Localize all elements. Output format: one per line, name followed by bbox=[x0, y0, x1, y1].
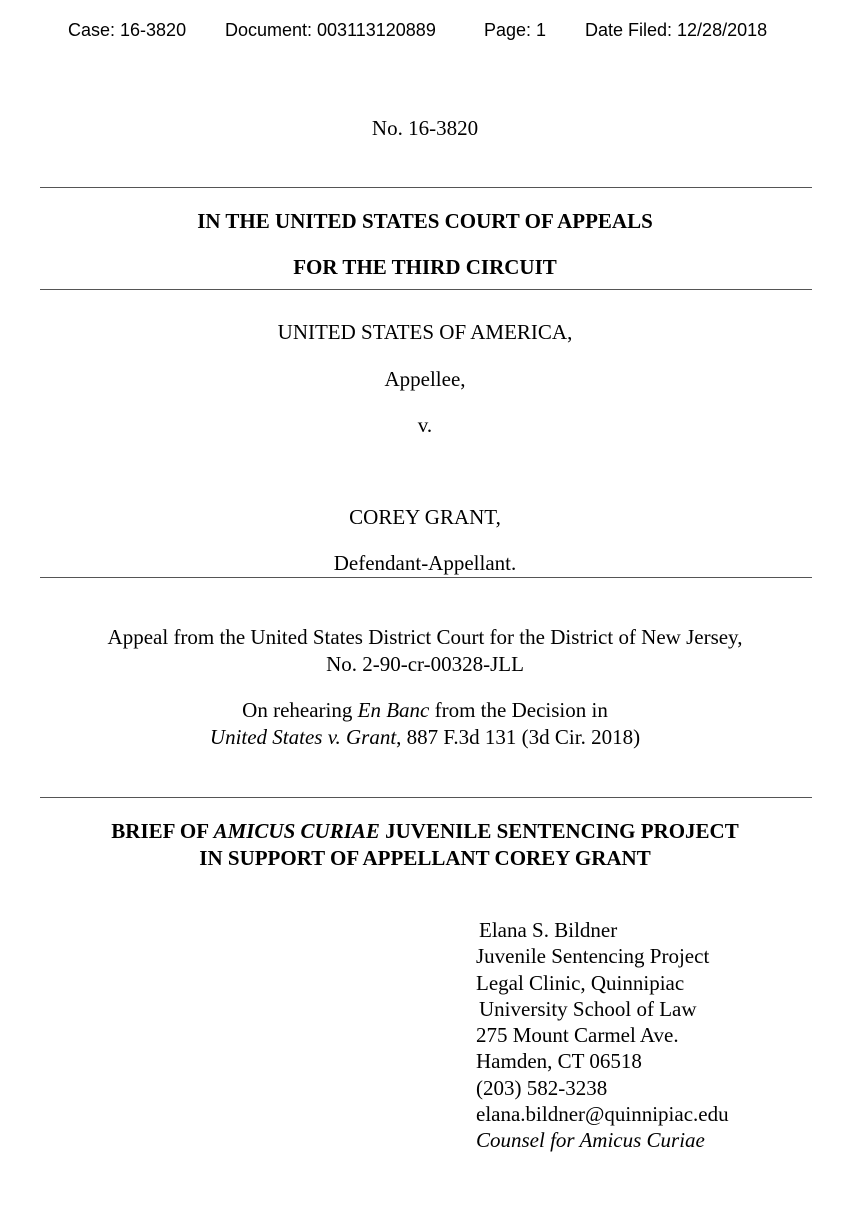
counsel-signature-block bbox=[476, 917, 729, 1154]
rehearing-en-banc: En Banc bbox=[357, 698, 430, 722]
counsel-email[interactable]: elana.bildner@quinnipiac.edu bbox=[476, 1102, 729, 1127]
rehearing-prefix: On rehearing bbox=[242, 698, 358, 722]
defendant-name: COREY GRANT, bbox=[349, 505, 501, 529]
counsel-role-text: Counsel for Amicus Curiae bbox=[476, 1128, 705, 1153]
counsel-city: Hamden, CT 06518 bbox=[476, 1049, 642, 1074]
counsel-phone: (203) 582-3238 bbox=[476, 1075, 608, 1100]
brief-title-amicus: AMICUS CURIAE bbox=[213, 819, 380, 843]
appeal-line2: No. 2-90-cr-00328-JLL bbox=[326, 652, 524, 676]
brief-title-line2: IN SUPPORT OF APPELLANT COREY GRANT bbox=[199, 846, 651, 870]
brief-title-prefix: BRIEF OF bbox=[111, 819, 214, 843]
brief-title-line1 bbox=[0, 819, 850, 844]
plaintiff-role: Appellee, bbox=[384, 367, 466, 391]
divider-parties bbox=[40, 577, 812, 578]
counsel-role bbox=[476, 1127, 729, 1153]
counsel-street: 275 Mount Carmel Ave. bbox=[476, 1023, 679, 1048]
header-page: Page: 1 bbox=[484, 20, 547, 40]
rehearing-suffix: from the Decision in bbox=[429, 698, 608, 722]
decision-case-name: United States v. Grant bbox=[209, 725, 397, 749]
versus: v. bbox=[417, 413, 433, 437]
divider-top bbox=[40, 187, 812, 188]
header-date-filed: Date Filed: 12/28/2018 bbox=[585, 20, 768, 40]
rehearing-line1 bbox=[0, 698, 850, 723]
counsel-org-line3: University School of Law bbox=[479, 996, 697, 1021]
decision-citation: , 887 F.3d 131 (3d Cir. 2018) bbox=[396, 725, 641, 749]
court-name-line1: IN THE UNITED STATES COURT OF APPEALS bbox=[197, 209, 653, 233]
defendant-role: Defendant-Appellant. bbox=[333, 551, 517, 575]
brief-title-suffix: JUVENILE SENTENCING PROJECT bbox=[379, 819, 739, 843]
counsel-name: Elana S. Bildner bbox=[479, 918, 618, 942]
counsel-org-line2: Legal Clinic, Quinnipiac bbox=[476, 970, 685, 995]
counsel-org-line1: Juvenile Sentencing Project bbox=[476, 944, 710, 969]
plaintiff-name: UNITED STATES OF AMERICA, bbox=[277, 320, 573, 344]
rehearing-line2 bbox=[0, 725, 850, 750]
case-number: No. 16-3820 bbox=[371, 116, 479, 140]
header-case: Case: 16-3820 bbox=[68, 20, 187, 40]
court-name-line2: FOR THE THIRD CIRCUIT bbox=[293, 255, 557, 279]
appeal-line1: Appeal from the United States District Court for the District of New Jersey, bbox=[107, 625, 743, 649]
header-document: Document: 003113120889 bbox=[225, 20, 436, 40]
divider-brief bbox=[40, 797, 812, 798]
divider-court bbox=[40, 289, 812, 290]
